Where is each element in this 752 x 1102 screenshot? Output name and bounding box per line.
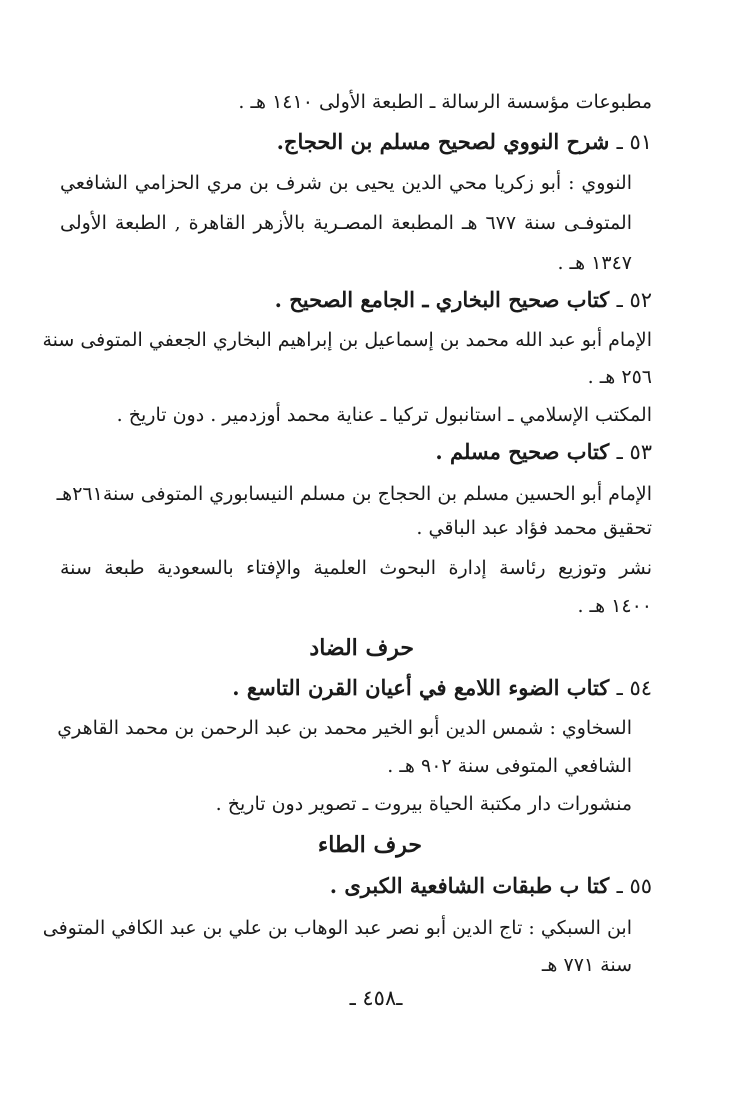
page-number: ـ٤٥٨ ـ <box>349 986 403 1010</box>
entry-number: ٥١ ـ <box>616 130 652 154</box>
entry-heading-53 <box>60 432 652 472</box>
section-heading-ta: حرف الطاء <box>317 832 422 858</box>
text-line: السخاوي : شمس الدين أبو الخير محمد بن عبد الرحمن بن محمد القاهري <box>57 717 632 739</box>
text-line: النووي : أبو زكريا محي الدين يحيى بن شرف بن مري الحزامي الشافعي <box>60 172 632 194</box>
section-heading-dad: حرف الضاد <box>309 635 414 661</box>
text-line: ٢٥٦ هـ . <box>587 366 652 388</box>
entry-number: ٥٤ ـ <box>616 676 652 700</box>
text-line: مطبوعات مؤسسة الرسالة ـ الطبعة الأولى ١٤١٠ هـ . <box>238 91 652 113</box>
page-body <box>42 72 652 1032</box>
entry-title: كتاب الضوء اللامع في أعيان القرن التاسع . <box>232 675 610 700</box>
text-line: منشورات دار مكتبة الحياة بيروت ـ تصوير دون تاريخ . <box>215 793 632 815</box>
text-line: ١٤٠٠ هـ . <box>577 595 652 617</box>
entry-heading-51 <box>60 122 652 162</box>
text-line: الإمام أبو عبد الله محمد بن إسماعيل بن إبراهيم البخاري الجعفي المتوفى سنة <box>42 329 652 351</box>
text-line: سنة ٧٧١ هـ <box>541 954 632 976</box>
text-line: المتوفـى سنة ٦٧٧ هـ المطبعة المصـرية بالأزهر القاهرة , الطبعة الأولى <box>60 212 632 234</box>
text-line: ١٣٤٧ هـ . <box>557 252 632 274</box>
text-line: ابن السبكي : تاج الدين أبو نصر عبد الوهاب بن علي بن عبد الكافي المتوفى <box>42 917 632 939</box>
entry-title: كتاب صحيح مسلم . <box>435 439 610 464</box>
entry-title: كتاب صحيح البخاري ـ الجامع الصحيح . <box>274 287 610 312</box>
entry-number: ٥٥ ـ <box>616 874 652 898</box>
text-line: الشافعي المتوفى سنة ٩٠٢ هـ . <box>387 755 632 777</box>
text-line: تحقيق محمد فؤاد عبد الباقي . <box>416 517 652 539</box>
entry-title: شرح النووي لصحيح مسلم بن الحجاج. <box>276 129 610 154</box>
entry-heading-54 <box>60 668 652 708</box>
text-line: نشر وتوزيع رئاسة إدارة البحوث العلمية والإفتاء بالسعودية طبعة سنة <box>60 557 652 579</box>
entry-number: ٥٣ ـ <box>616 440 652 464</box>
entry-heading-52 <box>60 280 652 320</box>
entry-title: كتا ب طبقات الشافعية الكبرى . <box>329 873 610 898</box>
text-line: المكتب الإسلامي ـ استانبول تركيا ـ عناية محمد أوزدمير . دون تاريخ . <box>116 404 652 426</box>
entry-number: ٥٢ ـ <box>616 288 652 312</box>
entry-heading-55 <box>60 866 652 906</box>
text-line: الإمام أبو الحسين مسلم بن الحجاج بن مسلم النيسابوري المتوفى سنة٢٦١هـ <box>56 483 652 505</box>
